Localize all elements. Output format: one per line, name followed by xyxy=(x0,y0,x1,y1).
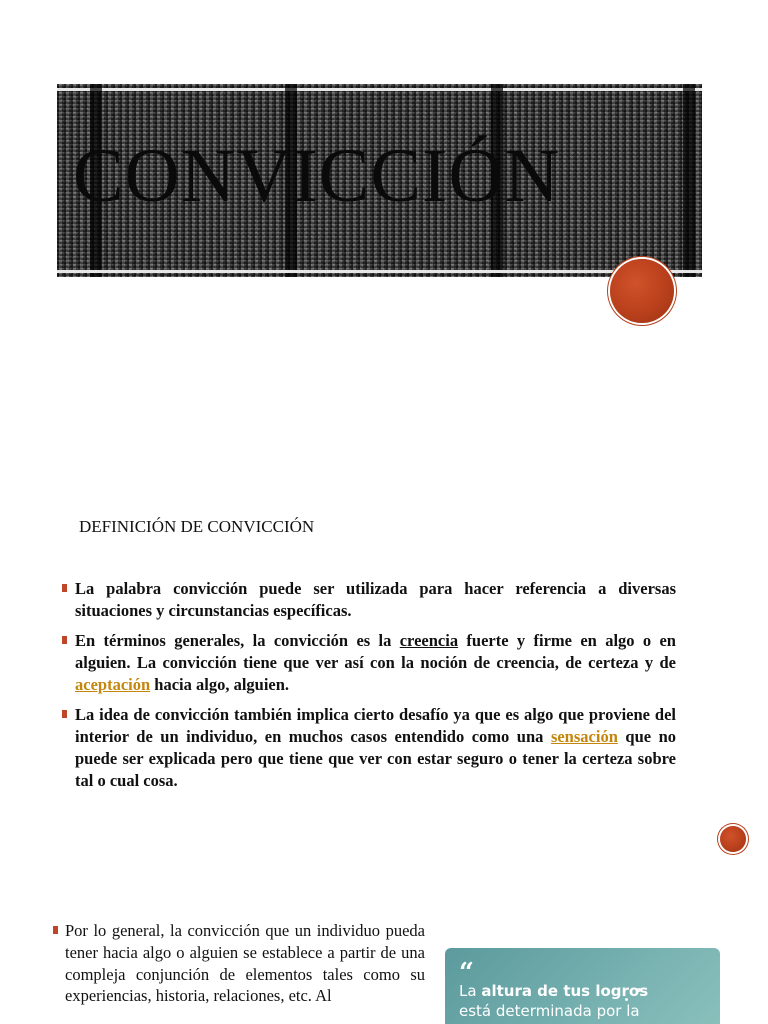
quote-line: está determinada por la xyxy=(459,1002,640,1020)
bullet-text: La idea de convicción también implica cierto desafío ya que es algo que proviene del interior de un individuo, en muchos casos entendido como una xyxy=(75,705,676,746)
quote-mark-icon: “ xyxy=(459,958,474,988)
list-item xyxy=(53,920,425,1007)
list-item xyxy=(62,704,676,792)
bullet-text: La palabra convicción puede ser utilizada para hacer referencia a diversas situaciones y circunstancias específicas. xyxy=(75,579,676,620)
banner-bottom-line xyxy=(57,270,702,273)
quote-image xyxy=(445,948,720,1024)
slide-title: CONVICCIÓN xyxy=(73,134,561,218)
banner-top-line xyxy=(57,88,702,91)
definition-bullet-list xyxy=(62,578,676,800)
decorative-circle xyxy=(610,259,674,323)
quote-bold-text: altura de tus logros xyxy=(481,982,649,1000)
bullet-text: En términos generales, la convicción es la xyxy=(75,631,400,650)
bullet-text: fuerte y firme en algo o en alguien. La convicción tiene que ver así con la noción de creencia, de certeza y de xyxy=(75,631,676,672)
creencia-link[interactable]: creencia xyxy=(399,631,459,650)
quote-text: La xyxy=(459,982,482,1000)
definition-heading: DEFINICIÓN DE CONVICCIÓN xyxy=(79,517,315,536)
bullet-marker-icon xyxy=(53,926,58,934)
list-item xyxy=(62,578,676,622)
aceptacion-link[interactable]: aceptación xyxy=(75,675,151,694)
title-banner xyxy=(57,84,702,277)
bullet-marker-icon xyxy=(62,636,67,644)
sensacion-link[interactable]: sensación xyxy=(550,727,618,746)
bullet-marker-icon xyxy=(62,584,67,592)
decorative-circle xyxy=(720,826,746,852)
bullet-text: hacia algo, alguien. xyxy=(150,675,290,694)
quote-line xyxy=(459,982,648,1000)
bullet-text: que no puede ser explicada pero que tiene que ver con estar seguro o tener la certeza sobre tal o cual cosa. xyxy=(75,727,677,790)
banner-stripe xyxy=(683,84,695,277)
bullet-marker-icon xyxy=(62,710,67,718)
list-item xyxy=(62,630,676,696)
bullet-text: Por lo general, la convicción que un individuo pueda tener hacia algo o alguien se establece a partir de una compleja conjunción de elementos tales como su experiencias, historia, relaciones, etc. Al xyxy=(65,921,425,1006)
